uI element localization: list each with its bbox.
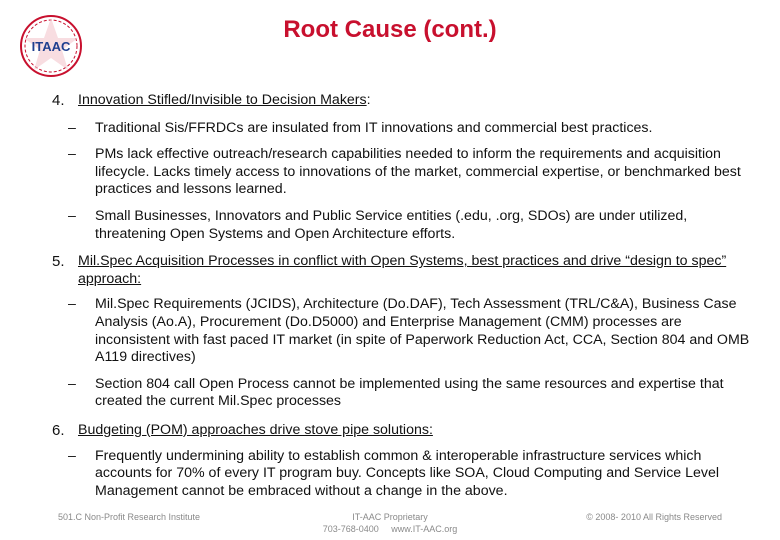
bullet (40, 146, 750, 199)
bullet-dash: – (68, 207, 76, 224)
slide-title: Root Cause (cont.) (283, 16, 497, 43)
list-item-4 (40, 92, 750, 110)
bullet (40, 376, 750, 411)
footer-website: www.IT-AAC.org (391, 523, 458, 534)
item-heading: Budgeting (POM) approaches drive stove pipe solutions: (78, 421, 433, 438)
list-item-6 (40, 422, 750, 440)
bullet (40, 208, 750, 243)
bullet-dash: – (68, 146, 76, 163)
item-number: 5. (52, 253, 65, 271)
bullet-dash: – (68, 296, 76, 313)
bullet-text: Mil.Spec Requirements (JCIDS), Architecture (Do.DAF), Tech Assessment (TRL/C&A), Business Case Analysis (Ao.A), Procurement (Do.D5000) and Enterprise Management (CMM) processes are inconsistent with fast paced IT market (in spite of Paperwork Reduction Act, CCA, Section 804 and OMB A119 directives) (95, 296, 750, 366)
bullet-dash: – (68, 119, 76, 136)
item-heading: Mil.Spec Acquisition Processes in conflict with Open Systems, best practices and drive “design to spec” approach: (78, 253, 727, 287)
footer-left: 501.C Non-Profit Research Institute (58, 512, 201, 522)
footer-phone: 703-768-0400 (322, 523, 379, 534)
footer-proprietary: IT-AAC Proprietary (352, 512, 428, 522)
item-number: 4. (52, 92, 65, 109)
item-number: 6. (52, 421, 65, 439)
item-heading: Innovation Stifled/Invisible to Decision Makers (78, 92, 367, 108)
bullet-text: Small Businesses, Innovators and Public Service entities (.edu, .org, SDOs) are under utilized, threatening Open Systems and Open Architecture efforts. (95, 207, 688, 242)
footer-right: © 2008- 2010 All Rights Reserved (586, 512, 722, 522)
bullet-dash: – (68, 447, 76, 464)
bullet-dash: – (68, 375, 76, 392)
bullet (40, 120, 750, 138)
slide-body (40, 92, 750, 500)
bullet-text: Section 804 call Open Process cannot be implemented using the same resources and expertise that created the current Mil.Spec processes (95, 375, 724, 410)
list-item-5 (40, 253, 750, 288)
bullet-text: Traditional Sis/FFRDCs are insulated from IT innovations and commercial best practices. (95, 119, 653, 136)
bullet-text: Frequently undermining ability to establish common & interoperable infrastructure services which accounts for 70% of every IT program buy. Concepts like SOA, Cloud Computing and Service Level Management cannot be embraced without a change in the above. (95, 447, 720, 499)
bullet-text: PMs lack effective outreach/research capabilities needed to inform the requirements and acquisition lifecycle. Lacks timely access to innovations of the market, commercial expertise, or benchmarked best practices and lessons learned. (95, 146, 741, 198)
footer-center (280, 512, 500, 535)
logo-text: ITAAC (31, 39, 71, 54)
bullet (40, 448, 750, 501)
footer-contact (280, 524, 500, 536)
bullet (40, 296, 750, 366)
item-heading-suffix: : (366, 92, 371, 108)
